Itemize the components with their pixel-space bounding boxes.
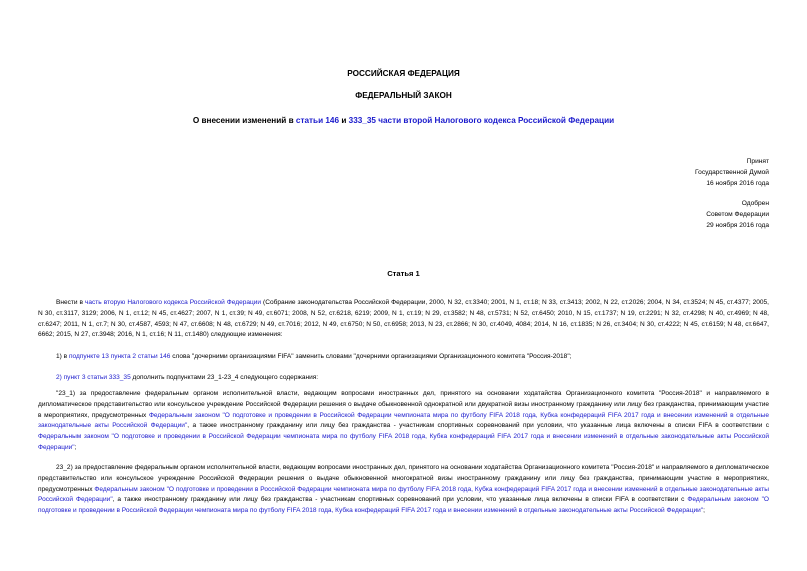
p2-text-start: 1) в (56, 353, 69, 360)
article-1-heading: Статья 1 (387, 269, 420, 278)
law-title (0, 116, 807, 125)
accepted-block (695, 156, 769, 190)
article-146-link[interactable]: статьи 146 (295, 116, 340, 125)
p3-text-end: дополнить подпунктами 23_1-23_4 следующего содержания: (130, 374, 319, 381)
federal-law-link-4[interactable]: Федеральным законом "О подготовке и проведении в Российской Федерации чемпионата мира по футболу FIFA 2018 года, Кубка конфедераций FIFA 2017 года и внесении изменений в отдельные законодательные акты Российской Федерации" (38, 496, 769, 515)
accepted-date: 16 ноября 2016 года (706, 180, 769, 188)
federal-law-link-3[interactable]: Федеральным законом "О подготовке и проведении в Российской Федерации чемпионата мира по футболу FIFA 2018 года, Кубка конфедераций FIFA 2017 года и внесении изменений в отдельные законодательные акты Российской Федерации" (38, 485, 769, 504)
law-title-prefix: О внесении изменений в (192, 116, 296, 125)
approved-block (706, 198, 769, 232)
p4-text-start: "23_1) за предоставление федеральным органом исполнительной власти, ведающим вопросами иностранных дел, принятого на основании ходатайства Организационного комитета "Россия-2018" и направляемого в дипломатическое представительство или консульское учреждение Российской Федерации решения о выдаче обыкновенной однократной или двукратной визы иностранному гражданину или лицу без гражданства, принимающим участие в мероприятиях, предусмотренных (38, 390, 769, 419)
approved-date: 29 ноября 2016 года (706, 222, 769, 230)
p1-text-start: Внести в (56, 299, 85, 306)
p5-text-mid: , а также иностранному гражданину или лицу без гражданства - участникам спортивных соревнований при условии, что указанные лица включены в списки FIFA в соответствии с (112, 496, 688, 504)
approved-label: Одобрен (741, 200, 769, 207)
federal-law-link[interactable]: Федеральным законом "О подготовке и проведении в Российской Федерации чемпионата мира по футболу FIFA 2018 года, Кубка конфедераций FIFA 2017 года и внесении изменений в отдельные законодательные акты Российской Федерации" (38, 411, 769, 430)
approved-body: Советом Федерации (706, 211, 769, 219)
paragraph-23-2 (38, 463, 769, 517)
law-title-mid: и (339, 116, 349, 125)
paragraph-23-1 (38, 389, 769, 454)
accepted-label: Принят (746, 158, 769, 165)
tax-code-part-two-link[interactable]: часть вторую Налогового кодекса Российской Федерации (84, 299, 262, 306)
p5-text-end: ; (703, 507, 705, 515)
p4-text-end: ; (74, 443, 77, 451)
subpoint-13-link[interactable]: подпункте 13 пункта 2 статьи 146 (68, 353, 171, 360)
point-3-article-333-35-link[interactable]: 2) пункт 3 статьи 333_35 (56, 374, 131, 381)
paragraph-item-1 (38, 352, 769, 363)
country-heading: РОССИЙСКАЯ ФЕДЕРАЦИЯ (347, 69, 460, 78)
accepted-body: Государственной Думой (695, 169, 769, 177)
p2-text-end: слова "дочерними организациями FIFA" заменить словами "дочерними организациями Организационного комитета "Россия-2018"; (170, 353, 572, 360)
article-333-35-link[interactable]: 333_35 части второй Налогового кодекса Российской Федерации (348, 116, 615, 125)
paragraph-intro (38, 298, 769, 341)
doc-type-heading: ФЕДЕРАЛЬНЫЙ ЗАКОН (355, 91, 452, 100)
paragraph-item-2 (38, 373, 769, 384)
federal-law-link-2[interactable]: Федеральным законом "О подготовке и проведении в Российской Федерации чемпионата мира по футболу FIFA 2018 года, Кубка конфедераций FIFA 2017 года и внесении изменений в отдельные законодательные акты Российской Федерации" (38, 433, 769, 451)
p1-text-end: (Собрание законодательства Российской Федерации, 2000, N 32, ст.3340; 2001, N 1, ст.18; N 33, ст.3413; 2002, N 22, ст.2026; 2004, N 34, ст.3524; N 45, ст.4377; 2005, N 30, ст.3117, 3129; 2006, N 1, ст.12; N 45, ст.4627; 2007, N 1, ст.39; N 49, ст.6071; 2008, N 52, ст.6218, 6219; 2009, N 1, ст.19; N 29, ст.3582; N 48, ст.5731; N 52, ст.6450; 2010, N 15, ст.1737; N 19, ст.2291; N 32, ст.4298; N 40, ст.4969; N 48, ст.6247; 2011, N 1, ст.7; N 30, ст.4587, 4593; N 47, ст.6608; N 48, ст.6729; N 49, ст.7016; 2012, N 49, ст.6750; N 50, ст.6958; 2013, N 23, ст.2866; N 30, ст.4049, 4084; 2014, N 16, ст.1835; N 26, ст.3404; N 30, ст.4222; N 45, ст.6159; N 48, ст.6647, 6662; 2015, N 27, ст.3948; 2016, N 1, ст.16; N 11, ст.1480) следующие изменения: (38, 299, 769, 339)
p5-text-start: 23_2) за предоставление федеральным органом исполнительной власти, ведающим вопросами иностранных дел, принятого на основании ходатайства Организационного комитета "Россия-2018" и направляемого в дипломатическое представительство или консульское учреждение Российской Федерации решения о выдаче обыкновенной многократной визы иностранному гражданину или лицу без гражданства, принимающим участие в мероприятиях, предусмотренных (38, 464, 769, 493)
p4-text-mid: , а также иностранному гражданину или лицу без гражданства - участникам спортивных соревнований при условии, что указанные лица включены в списки FIFA в соответствии с (187, 422, 769, 430)
